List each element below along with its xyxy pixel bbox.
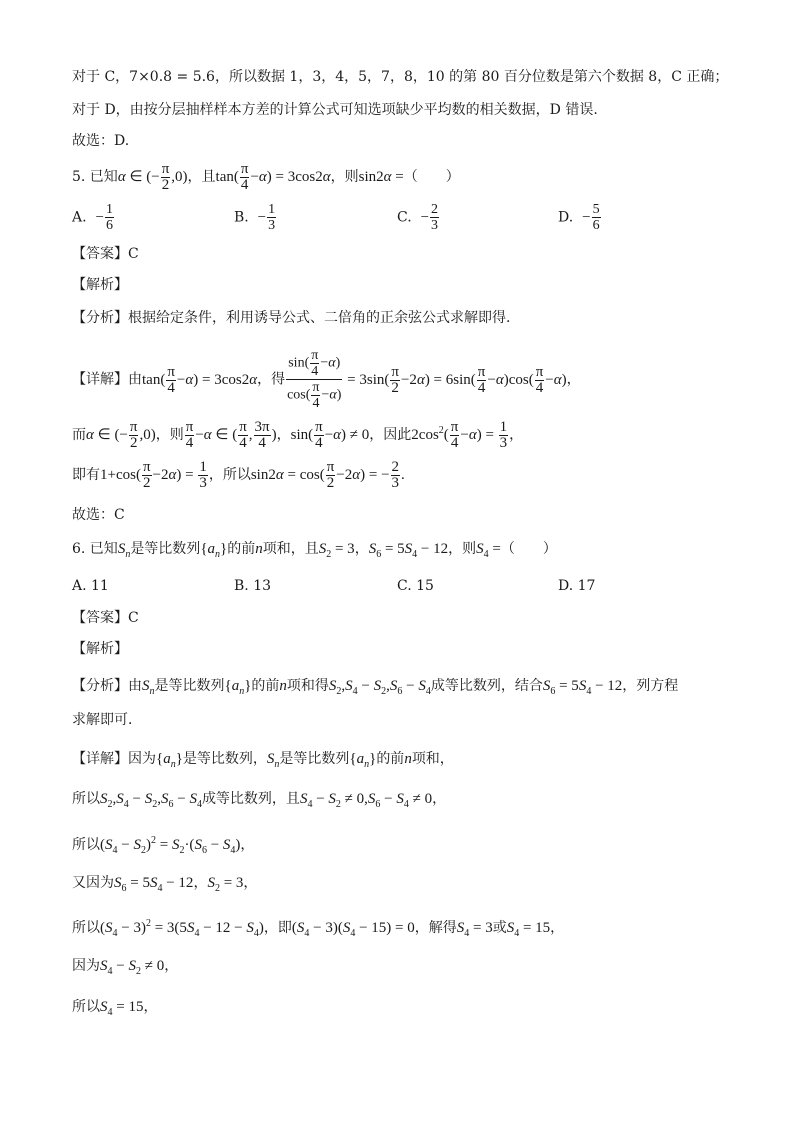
question-5: 5. 已知α ∈ (− $\frac{\pi}{2}$ ,0)，且tan( $\frac{\pi}{4}$ −α) = 3cos2α，则sin2α =（ ） xyxy=(72,161,460,193)
question-6: 6. 已知$S_n$是等比数列$\{a_n\}$的前n项和，且$S_2 = 3$，$S_6 = 5S_4 - 12$，则$S_4$ =（ ） xyxy=(72,541,557,560)
option-6c: C. 15 xyxy=(397,578,434,594)
detail-6-line2: 所以$S_2,S_4 - S_2,S_6 - S_4$成等比数列，且$S_4 - S_2 \ne 0,S_6 - S_4 \ne 0$， xyxy=(72,791,447,810)
choose-c: 故选：C xyxy=(72,507,125,523)
paragraph-c: 对于 C，7×0.8 = 5.6，所以数据 1，3，4，5，7，8，10 的第 80 百分位数是第六个数据 8，C 正确； xyxy=(72,69,729,85)
detail-6-line7: 所以$S_4 = 15$， xyxy=(72,999,158,1018)
option-6b: B. 13 xyxy=(234,578,272,594)
detail-5-line2: 而α ∈ (− $\frac{\pi}{2}$ ,0)，则 $\frac{\pi}{4}$ −α ∈ ( $\frac{\pi}{4}$ , $\frac{3\pi}{4}$ )，sin( $\frac{\pi}{4}$ −α) ≠ 0，因此$2\cos^2$( $\frac{\pi}{4}$ −α) = $\frac{1}{3}$ ， xyxy=(72,419,524,451)
option-5d: D. − $\frac{5}{6}$ xyxy=(558,202,600,233)
option-5c: C. − $\frac{2}{3}$ xyxy=(397,202,439,233)
option-5b: B. − $\frac{1}{3}$ xyxy=(234,202,276,233)
fenxi-6-line2: 求解即可． xyxy=(72,712,142,728)
detail-6-line1: 【详解】因为$\{a_n\}$是等比数列，$S_n$是等比数列$\{a_n\}$的前n项和， xyxy=(72,751,454,770)
fenxi-5: 【分析】根据给定条件，利用诱导公式、二倍角的正余弦公式求解即得. xyxy=(72,310,511,326)
option-5a: A. − $\frac{1}{6}$ xyxy=(72,202,113,233)
analysis-6: 【解析】 xyxy=(72,641,128,657)
analysis-5: 【解析】 xyxy=(72,277,128,293)
detail-6-line4: 又因为$S_6 = 5S_4 - 12$，$S_2 = 3$， xyxy=(72,875,258,894)
detail-6-line6: 因为$S_4 - S_2 \ne 0$， xyxy=(72,958,179,977)
detail-6-line5: 所以$(S_4 - 3)^2 = 3(5S_4 - 12 - S_4)$，即$(S_4 - 3)(S_4 - 15) = 0$，解得$S_4 = 3$或$S_4 = 15$， xyxy=(72,918,565,939)
detail-6-line3: 所以$(S_4 - S_2)^2 = S_2\cdot(S_6 - S_4)$， xyxy=(72,835,255,856)
fenxi-6-line1: 【分析】由$S_n$是等比数列$\{a_n\}$的前n项和得$S_2,S_4 - S_2,S_6 - S_4$成等比数列，结合$S_6 = 5S_4 - 12$，列方程 xyxy=(72,678,679,697)
answer-6: 【答案】C xyxy=(72,610,139,626)
detail-5-line1: 【详解】由tan( $\frac{\pi}{4}$ −α) = 3cos2α，得 sin( $\frac{\pi}{4}$ −α) cos( $\frac{\pi}{4}$ −α) = 3sin( $\frac{\pi}{2}$ −2α) = 6sin( $\frac{\pi}{4}$ −α)cos( $\frac{\pi}{4}$ −α)， xyxy=(72,348,581,411)
choose-d: 故选：D. xyxy=(72,133,130,149)
answer-5: 【答案】C xyxy=(72,246,139,262)
option-6d: D. 17 xyxy=(558,578,596,594)
option-6a: A. 11 xyxy=(72,578,109,594)
paragraph-d: 对于 D，由按分层抽样样本方差的计算公式可知选项缺少平均数的相关数据，D 错误. xyxy=(72,102,598,118)
detail-5-line3: 即有1+cos( $\frac{\pi}{2}$ −2α) = $\frac{1}{3}$ ，所以sin2α = cos( $\frac{\pi}{2}$ −2α) = − $\frac{2}{3}$ . xyxy=(72,459,405,491)
